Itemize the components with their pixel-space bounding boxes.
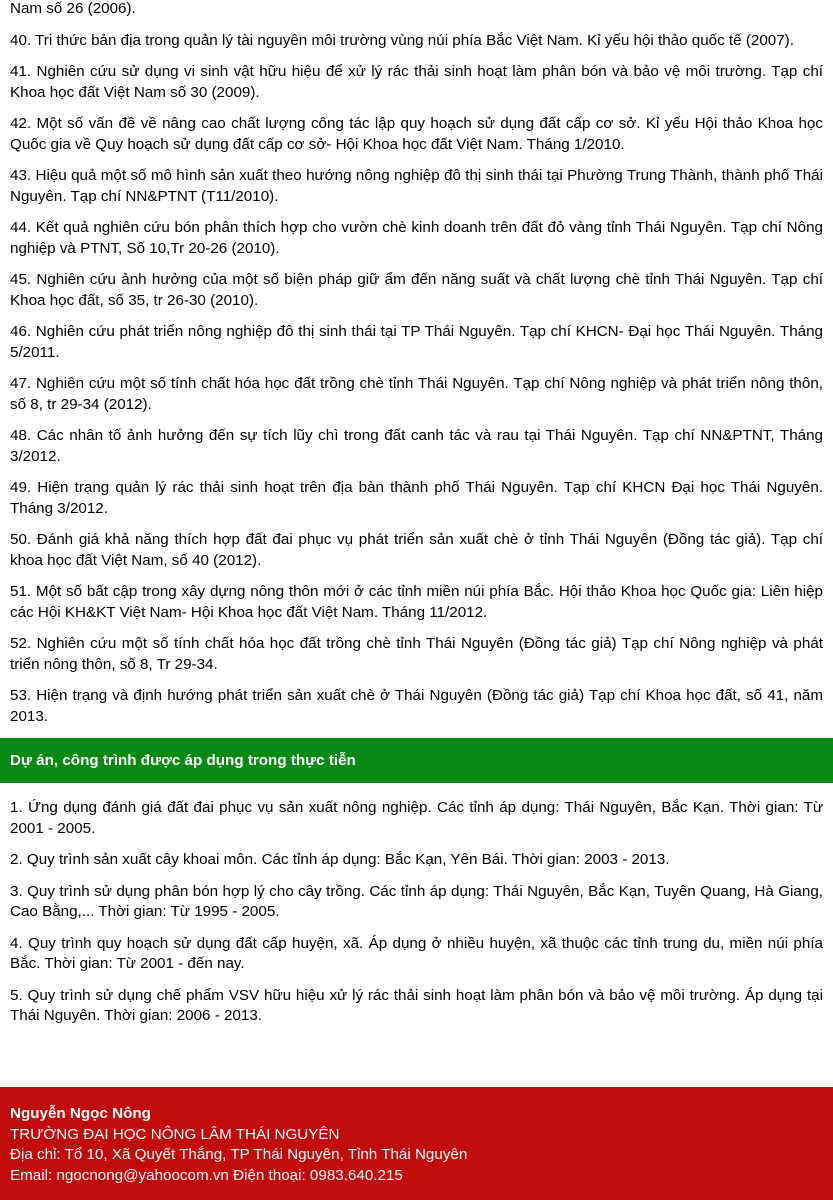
publication-item: 46. Nghiên cứu phát triển nông nghiệp đô thị sinh thái tại TP Thái Nguyên. Tạp chí KHCN- Đại học Thái Nguyên. Tháng 5/2011. <box>10 323 823 361</box>
publication-item: 47. Nghiên cứu một số tính chất hóa học đất trồng chè tỉnh Thái Nguyên. Tạp chí Nông nghiệp và phát triển nông thôn, số 8, tr 29-34 (2012). <box>10 375 823 413</box>
publication-item: 44. Kết quả nghiên cứu bón phân thích hợp cho vườn chè kinh doanh trên đất đỏ vàng tỉnh Thái Nguyên. Tạp chí Nông nghiệp và PTNT, Số 10,Tr 20-26 (2010). <box>10 219 823 257</box>
organization-name: TRƯỜNG ĐẠI HỌC NÔNG LÂM THÁI NGUYÊN <box>10 1125 340 1143</box>
project-item: 4. Quy trình quy hoạch sử dụng đất cấp huyện, xã. Áp dụng ở nhiều huyện, xã thuộc các tỉnh trung du, miền núi phía Bắc. Thời gian: Từ 2001 - đến nay. <box>10 934 823 972</box>
project-item: 3. Quy trình sử dụng phân bón hợp lý cho cây trồng. Các tỉnh áp dụng: Thái Nguyên, Bắc Kạn, Tuyên Quang, Hà Giang, Cao Bằng,... Thời gian: Từ 1995 - 2005. <box>10 882 823 920</box>
project-item: 2. Quy trình sản xuất cây khoai môn. Các tỉnh áp dụng: Bắc Kạn, Yên Bái. Thời gian: 2003 - 2013. <box>10 851 670 868</box>
publication-item: 48. Các nhân tố ảnh hưởng đến sự tích lũy chì trong đất canh tác và rau tại Thái Nguyên. Tạp chí NN&PTNT, Tháng 3/2012. <box>10 427 823 465</box>
publication-item: 51. Một số bất cập trong xây dựng nông thôn mới ở các tỉnh miền núi phía Bắc. Hội thảo Khoa học Quốc gia: Liên hiệp các Hội KH&KT Việt Nam- Hội Khoa học đất Việt Nam. Tháng 11/2012. <box>10 583 823 621</box>
publication-item: 41. Nghiên cứu sử dụng vi sinh vật hữu hiệu để xử lý rác thải sinh hoạt làm phân bón và bảo vệ môi trường. Tạp chí Khoa học đất Việt Nam số 30 (2009). <box>10 63 823 101</box>
publication-item: Nam số 26 (2006). <box>10 0 136 17</box>
publication-item: 42. Một số vấn đề về nâng cao chất lượng công tác lập quy hoạch sử dụng đất cấp cơ sở. Kỉ yếu Hội thảo Khoa học Quốc gia về Quy hoạch sử dụng đất cấp cơ sở- Hội Khoa học đất Việt Nam. Tháng 1/2010. <box>10 115 823 153</box>
address-line: Địa chỉ: Tổ 10, Xã Quyết Thắng, TP Thái Nguyên, Tỉnh Thái Nguyên <box>10 1146 468 1163</box>
publication-item: 43. Hiệu quả một số mô hình sản xuất theo hướng nông nghiệp đô thị sinh thái tại Phường Trung Thành, thành phố Thái Nguyên. Tạp chí NN&PTNT (T11/2010). <box>10 167 823 205</box>
publication-item: 52. Nghiên cứu một số tính chất hóa học đất trồng chè tỉnh Thái Nguyên (Đồng tác giả) Tạp chí Nông nghiệp và phát triển nông thôn, số 8, Tr 29-34. <box>10 635 823 673</box>
author-name: Nguyễn Ngọc Nông <box>10 1105 151 1122</box>
publication-item: 40. Tri thức bản địa trong quản lý tài nguyên môi trường vùng núi phía Bắc Việt Nam. Kỉ yếu hội thảo quốc tế (2007). <box>10 31 794 49</box>
projects-section-heading: Dự án, công trình được áp dụng trong thực tiễn <box>0 738 833 783</box>
publication-item: 50. Đánh giá khả năng thích hợp đất đai phục vụ phát triển sản xuất chè ở tỉnh Thái Nguyên (Đồng tác giả). Tạp chí khoa học đất Việt Nam, số 40 (2012). <box>10 531 823 569</box>
publication-item: 53. Hiện trạng và định hướng phát triển sản xuất chè ở Thái Nguyên (Đồng tác giả) Tạp chí Khoa học đất, số 41, năm 2013. <box>10 687 823 725</box>
project-item: 1. Ứng dụng đánh giá đất đai phục vụ sản xuất nông nghiệp. Các tỉnh áp dụng: Thái Nguyên, Bắc Kạn. Thời gian: Từ 2001 - 2005. <box>10 799 823 837</box>
publication-item: 49. Hiện trạng quản lý rác thải sinh hoạt trên địa bàn thành phố Thái Nguyên. Tạp chí KHCN Đại học Thái Nguyên. Tháng 3/2012. <box>10 479 823 517</box>
publication-item: 45. Nghiên cứu ảnh hưởng của một số biện pháp giữ ẩm đến năng suất và chất lượng chè tỉnh Thái Nguyên. Tạp chí Khoa học đất, số 35, tr 26-30 (2010). <box>10 271 823 309</box>
contact-line: Email: ngocnong@yahoocom.vn Điện thoại: 0983.640.215 <box>10 1166 403 1184</box>
project-item: 5. Quy trình sử dụng chế phẩm VSV hữu hiệu xử lý rác thải sinh hoạt làm phân bón và bảo vệ môi trường. Áp dụng tại Thái Nguyên. Thời gian: 2006 - 2013. <box>10 986 823 1024</box>
project-list <box>0 798 833 1027</box>
contact-footer <box>0 1087 833 1200</box>
